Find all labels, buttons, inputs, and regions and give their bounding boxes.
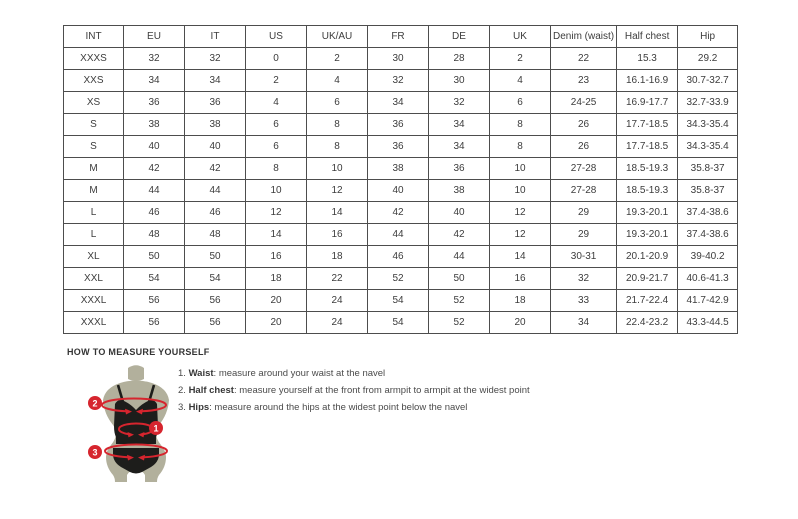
table-row bbox=[64, 246, 738, 268]
table-cell: XXL bbox=[64, 268, 124, 290]
table-cell: 50 bbox=[185, 246, 246, 268]
table-cell: 16.1-16.9 bbox=[617, 70, 678, 92]
table-cell: 28 bbox=[429, 48, 490, 70]
table-cell: 34 bbox=[185, 70, 246, 92]
table-cell: S bbox=[64, 136, 124, 158]
table-cell: 18 bbox=[490, 290, 551, 312]
table-cell: 40 bbox=[185, 136, 246, 158]
table-cell: 40 bbox=[429, 202, 490, 224]
column-header: UK/AU bbox=[307, 26, 368, 48]
table-cell: 46 bbox=[185, 202, 246, 224]
table-cell: 52 bbox=[368, 268, 429, 290]
size-chart-table bbox=[63, 25, 738, 334]
table-cell: 42 bbox=[124, 158, 185, 180]
table-cell: 14 bbox=[246, 224, 307, 246]
table-cell: 54 bbox=[185, 268, 246, 290]
column-header: EU bbox=[124, 26, 185, 48]
table-cell: 29 bbox=[551, 202, 617, 224]
table-row bbox=[64, 92, 738, 114]
table-cell: 52 bbox=[429, 290, 490, 312]
step-term: Half chest bbox=[188, 385, 234, 396]
table-cell: L bbox=[64, 224, 124, 246]
table-cell: 10 bbox=[490, 158, 551, 180]
table-cell: 29 bbox=[551, 224, 617, 246]
table-cell: 6 bbox=[246, 114, 307, 136]
table-row bbox=[64, 136, 738, 158]
table-cell: 8 bbox=[246, 158, 307, 180]
table-cell: 54 bbox=[368, 290, 429, 312]
table-cell: 44 bbox=[124, 180, 185, 202]
table-cell: 43.3-44.5 bbox=[678, 312, 738, 334]
table-cell: 14 bbox=[490, 246, 551, 268]
table-cell: 36 bbox=[368, 136, 429, 158]
table-cell: 29.2 bbox=[678, 48, 738, 70]
section-heading: HOW TO MEASURE YOURSELF bbox=[67, 347, 210, 357]
table-cell: 22 bbox=[551, 48, 617, 70]
table-cell: 18 bbox=[246, 268, 307, 290]
table-cell: 37.4-38.6 bbox=[678, 202, 738, 224]
step-text: : measure yourself at the front from armpit to armpit at the widest point bbox=[233, 385, 530, 396]
table-cell: 56 bbox=[124, 290, 185, 312]
table-cell: 8 bbox=[490, 136, 551, 158]
table-cell: 41.7-42.9 bbox=[678, 290, 738, 312]
table-cell: 2 bbox=[490, 48, 551, 70]
table-cell: 37.4-38.6 bbox=[678, 224, 738, 246]
table-cell: 19.3-20.1 bbox=[617, 224, 678, 246]
table-cell: L bbox=[64, 202, 124, 224]
table-cell: 42 bbox=[368, 202, 429, 224]
table-cell: S bbox=[64, 114, 124, 136]
column-header: FR bbox=[368, 26, 429, 48]
table-cell: 56 bbox=[185, 312, 246, 334]
table-cell: 8 bbox=[307, 114, 368, 136]
step-number: 2. bbox=[178, 385, 189, 396]
step-term: Waist bbox=[188, 368, 214, 379]
table-cell: 4 bbox=[307, 70, 368, 92]
table-cell: 20.1-20.9 bbox=[617, 246, 678, 268]
table-cell: 32 bbox=[124, 48, 185, 70]
table-cell: 38 bbox=[124, 114, 185, 136]
table-cell: 30 bbox=[368, 48, 429, 70]
table-cell: 8 bbox=[307, 136, 368, 158]
table-row bbox=[64, 290, 738, 312]
table-cell: 36 bbox=[124, 92, 185, 114]
column-header: Half chest bbox=[617, 26, 678, 48]
table-cell: 36 bbox=[368, 114, 429, 136]
table-row bbox=[64, 224, 738, 246]
table-cell: 52 bbox=[429, 312, 490, 334]
table-cell: 10 bbox=[246, 180, 307, 202]
table-cell: 6 bbox=[246, 136, 307, 158]
table-row bbox=[64, 48, 738, 70]
column-header: DE bbox=[429, 26, 490, 48]
table-cell: 34 bbox=[551, 312, 617, 334]
table-cell: 34.3-35.4 bbox=[678, 136, 738, 158]
table-cell: 4 bbox=[246, 92, 307, 114]
table-cell: 17.7-18.5 bbox=[617, 136, 678, 158]
table-cell: 30 bbox=[429, 70, 490, 92]
table-cell: 8 bbox=[490, 114, 551, 136]
table-cell: 20.9-21.7 bbox=[617, 268, 678, 290]
table-cell: 22.4-23.2 bbox=[617, 312, 678, 334]
measure-step bbox=[178, 402, 598, 414]
table-cell: 21.7-22.4 bbox=[617, 290, 678, 312]
table-row bbox=[64, 158, 738, 180]
table-row bbox=[64, 202, 738, 224]
table-cell: 46 bbox=[368, 246, 429, 268]
table-cell: 15.3 bbox=[617, 48, 678, 70]
column-header: Hip bbox=[678, 26, 738, 48]
table-cell: 12 bbox=[307, 180, 368, 202]
measure-steps bbox=[178, 368, 598, 419]
measure-step bbox=[178, 385, 598, 397]
table-cell: 56 bbox=[185, 290, 246, 312]
table-cell: 18 bbox=[307, 246, 368, 268]
table-cell: 32 bbox=[551, 268, 617, 290]
table-cell: 34 bbox=[124, 70, 185, 92]
table-cell: 16 bbox=[490, 268, 551, 290]
table-cell: 22 bbox=[307, 268, 368, 290]
table-cell: 50 bbox=[124, 246, 185, 268]
table-cell: 12 bbox=[490, 202, 551, 224]
table-cell: 42 bbox=[429, 224, 490, 246]
table-cell: 44 bbox=[185, 180, 246, 202]
table-cell: 4 bbox=[490, 70, 551, 92]
table-row bbox=[64, 114, 738, 136]
table-cell: 27-28 bbox=[551, 158, 617, 180]
table-cell: 46 bbox=[124, 202, 185, 224]
table-cell: 44 bbox=[368, 224, 429, 246]
step-text: : measure around the hips at the widest point below the navel bbox=[209, 402, 468, 413]
table-cell: XXXL bbox=[64, 312, 124, 334]
step-text: : measure around your waist at the navel bbox=[213, 368, 386, 379]
table-cell: 34.3-35.4 bbox=[678, 114, 738, 136]
table-cell: 24-25 bbox=[551, 92, 617, 114]
table-cell: 19.3-20.1 bbox=[617, 202, 678, 224]
table-cell: 23 bbox=[551, 70, 617, 92]
table-cell: 38 bbox=[368, 158, 429, 180]
table-cell: 54 bbox=[368, 312, 429, 334]
table-cell: 2 bbox=[307, 48, 368, 70]
table-cell: 35.8-37 bbox=[678, 180, 738, 202]
table-cell: XXS bbox=[64, 70, 124, 92]
step-number: 3. bbox=[178, 402, 189, 413]
table-cell: 10 bbox=[307, 158, 368, 180]
table-row bbox=[64, 180, 738, 202]
step-term: Hips bbox=[188, 402, 210, 413]
table-cell: 32 bbox=[368, 70, 429, 92]
column-header: Denim (waist) bbox=[551, 26, 617, 48]
table-cell: 12 bbox=[246, 202, 307, 224]
table-cell: 50 bbox=[429, 268, 490, 290]
table-cell: 34 bbox=[429, 114, 490, 136]
table-cell: 30-31 bbox=[551, 246, 617, 268]
table-row bbox=[64, 312, 738, 334]
table-cell: 34 bbox=[368, 92, 429, 114]
table-cell: 32 bbox=[185, 48, 246, 70]
table-row bbox=[64, 268, 738, 290]
table-cell: 20 bbox=[490, 312, 551, 334]
table-cell: 14 bbox=[307, 202, 368, 224]
table-cell: 16 bbox=[307, 224, 368, 246]
table-cell: 2 bbox=[246, 70, 307, 92]
table-row bbox=[64, 70, 738, 92]
table-cell: XL bbox=[64, 246, 124, 268]
table-cell: 36 bbox=[185, 92, 246, 114]
table-cell: 36 bbox=[429, 158, 490, 180]
table-cell: 12 bbox=[490, 224, 551, 246]
column-header: UK bbox=[490, 26, 551, 48]
table-cell: 18.5-19.3 bbox=[617, 180, 678, 202]
mannequin-illustration bbox=[82, 364, 182, 506]
table-header-row bbox=[64, 26, 738, 48]
table-cell: 10 bbox=[490, 180, 551, 202]
table-cell: 32 bbox=[429, 92, 490, 114]
table-cell: 30.7-32.7 bbox=[678, 70, 738, 92]
table-cell: XS bbox=[64, 92, 124, 114]
hips-badge-label: 3 bbox=[92, 447, 98, 458]
table-cell: 0 bbox=[246, 48, 307, 70]
table-cell: 16.9-17.7 bbox=[617, 92, 678, 114]
table-cell: 6 bbox=[307, 92, 368, 114]
measurement-figure bbox=[82, 364, 182, 506]
table-cell: 38 bbox=[185, 114, 246, 136]
chest-badge-label: 2 bbox=[92, 398, 98, 409]
table-cell: 40.6-41.3 bbox=[678, 268, 738, 290]
table-cell: 56 bbox=[124, 312, 185, 334]
table-cell: 24 bbox=[307, 290, 368, 312]
table-cell: 16 bbox=[246, 246, 307, 268]
column-header: US bbox=[246, 26, 307, 48]
table-cell: 40 bbox=[124, 136, 185, 158]
table-cell: 38 bbox=[429, 180, 490, 202]
table-cell: M bbox=[64, 158, 124, 180]
table-cell: XXXL bbox=[64, 290, 124, 312]
table-cell: 33 bbox=[551, 290, 617, 312]
table-cell: 20 bbox=[246, 290, 307, 312]
column-header: INT bbox=[64, 26, 124, 48]
table-cell: 26 bbox=[551, 136, 617, 158]
table-cell: 40 bbox=[368, 180, 429, 202]
table-cell: 24 bbox=[307, 312, 368, 334]
table-cell: 17.7-18.5 bbox=[617, 114, 678, 136]
waist-badge-label: 1 bbox=[153, 423, 159, 434]
table-cell: 48 bbox=[185, 224, 246, 246]
table-cell: 32.7-33.9 bbox=[678, 92, 738, 114]
table-cell: XXXS bbox=[64, 48, 124, 70]
column-header: IT bbox=[185, 26, 246, 48]
measure-step bbox=[178, 368, 598, 380]
table-cell: 6 bbox=[490, 92, 551, 114]
table-cell: 20 bbox=[246, 312, 307, 334]
table-cell: 18.5-19.3 bbox=[617, 158, 678, 180]
table-cell: 34 bbox=[429, 136, 490, 158]
step-number: 1. bbox=[178, 368, 189, 379]
table-cell: 44 bbox=[429, 246, 490, 268]
table-cell: 42 bbox=[185, 158, 246, 180]
table-cell: 54 bbox=[124, 268, 185, 290]
table-cell: 48 bbox=[124, 224, 185, 246]
table-cell: 26 bbox=[551, 114, 617, 136]
table-cell: 27-28 bbox=[551, 180, 617, 202]
table-cell: M bbox=[64, 180, 124, 202]
table-cell: 39-40.2 bbox=[678, 246, 738, 268]
table-cell: 35.8-37 bbox=[678, 158, 738, 180]
